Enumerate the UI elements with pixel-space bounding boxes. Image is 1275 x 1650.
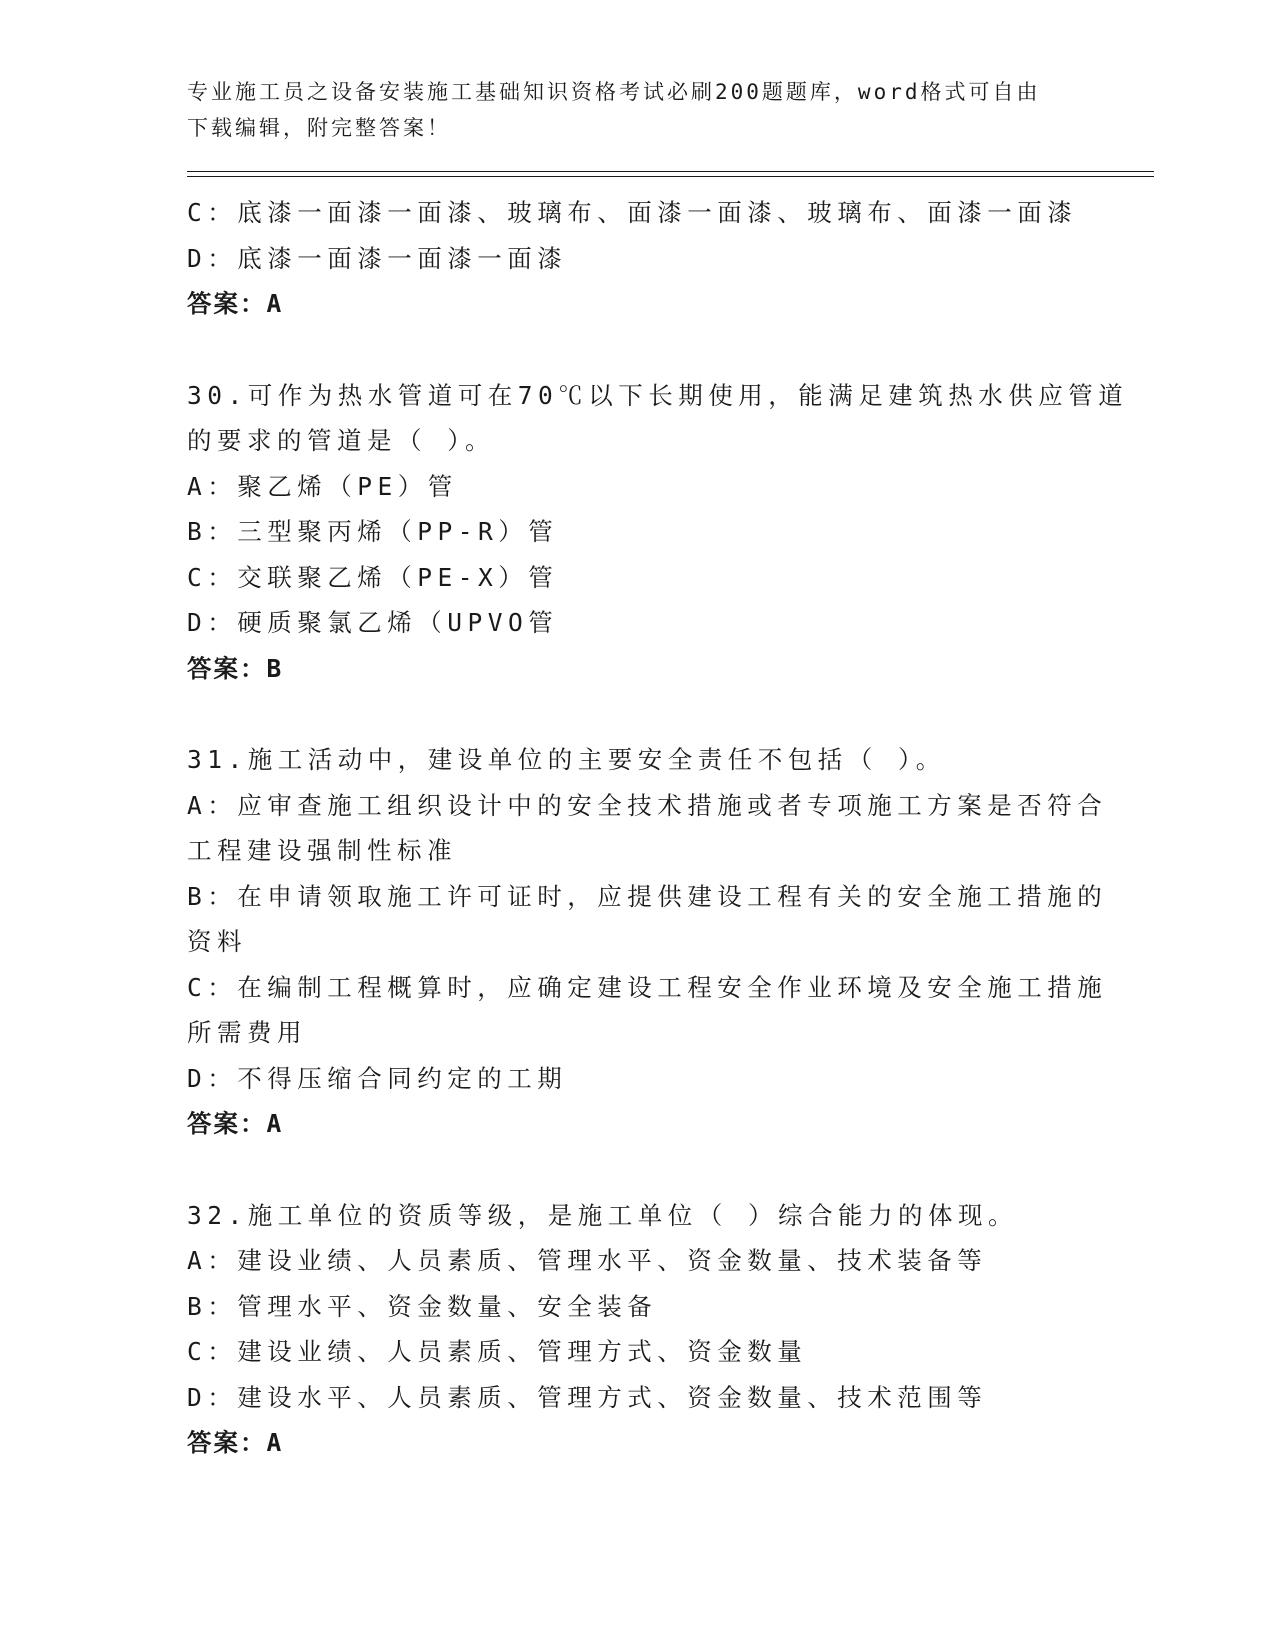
question-stem: 31.施工活动中，建设单位的主要安全责任不包括（ ）。 [187,745,946,774]
header-divider-bottom [187,176,1154,177]
spacer [187,691,1087,737]
option-b: B：在申请领取施工许可证时，应提供建设工程有关的安全施工措施的 [187,881,1108,911]
option-d: D：不得压缩合同约定的工期 [187,1063,568,1093]
answer-line: 答案：A [187,1109,284,1138]
question-list [187,190,1129,1466]
question-stem: 30.可作为热水管道可在70℃以下长期使用，能满足建筑热水供应管道 [187,380,1129,410]
option-a: A：建设业绩、人员素质、管理水平、资金数量、技术装备等 [187,1246,988,1275]
question-block-31 [187,737,1108,1147]
option-a: A：聚乙烯（PE）管 [187,471,458,501]
spacer [187,1147,1087,1193]
option-b-continued: 资料 [187,927,247,956]
option-d: D：硬质聚氯乙烯（UPVO管 [187,608,559,637]
question-block-prev [187,190,1087,327]
question-stem-continued: 的要求的管道是（ ）。 [187,426,495,455]
header-line-1: 专业施工员之设备安装施工基础知识资格考试必刷200题题库，word格式可自由 [187,80,1041,104]
header-line-2: 下载编辑，附完整答案！ [187,116,451,140]
answer-line: 答案：A [187,289,284,318]
question-block-30 [187,373,1129,692]
option-a-continued: 工程建设强制性标准 [187,836,457,865]
option-d: D：底漆一面漆一面漆一面漆 [187,243,568,273]
answer-line: 答案：B [187,653,284,683]
option-c: C：建设业绩、人员素质、管理方式、资金数量 [187,1337,808,1366]
question-block-32 [187,1193,1087,1466]
document-header [187,74,1067,146]
spacer [187,327,1087,373]
option-c-continued: 所需费用 [187,1018,307,1047]
option-c: C：在编制工程概算时，应确定建设工程安全作业环境及安全施工措施 [187,972,1108,1002]
option-c: C：交联聚乙烯（PE-X）管 [187,562,559,592]
option-d: D：建设水平、人员素质、管理方式、资金数量、技术范围等 [187,1382,988,1412]
option-c: C：底漆一面漆一面漆、玻璃布、面漆一面漆、玻璃布、面漆一面漆 [187,198,1078,227]
answer-line: 答案：A [187,1428,284,1457]
option-b: B：三型聚丙烯（PP-R）管 [187,517,559,546]
header-divider-top [187,171,1154,172]
option-a: A：应审查施工组织设计中的安全技术措施或者专项施工方案是否符合 [187,790,1108,820]
question-stem: 32.施工单位的资质等级，是施工单位（ ）综合能力的体现。 [187,1200,1018,1230]
option-b: B：管理水平、资金数量、安全装备 [187,1291,658,1321]
